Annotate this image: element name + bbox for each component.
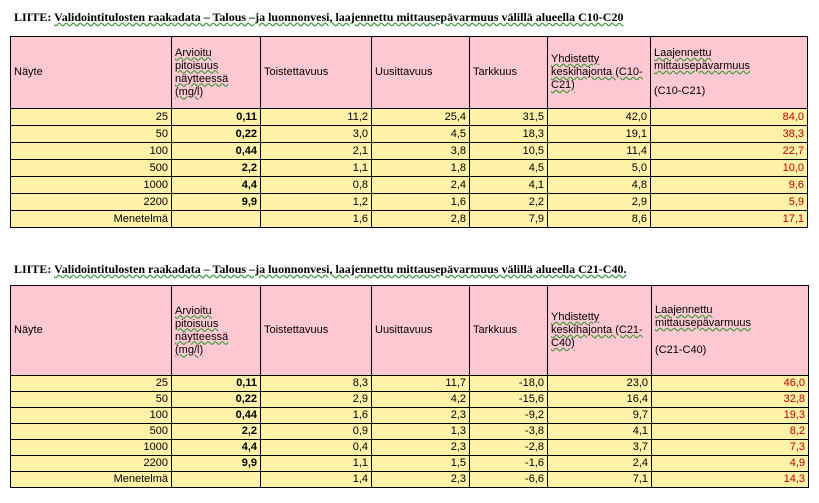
table-row — [11, 408, 809, 424]
cell-accuracy: 2,2 — [470, 194, 548, 211]
table1-header-combined: Yhdistetty keskihajonta (C10-C21) — [548, 37, 651, 109]
table2-header-conc: Arvioitu pitoisuus näytteessä (mg/l) — [172, 286, 261, 376]
table2-title-text: Validointitulosten raakadata – Talous –ja luonnonvesi, laajennettu mittausepävarmuus välillä alueella C21-C40. — [54, 262, 627, 276]
table1-header-expanded-label: Laajennettu mittausepävarmuus — [654, 47, 750, 72]
cell-conc: 0,22 — [172, 126, 261, 143]
table1-header-accuracy: Tarkkuus — [470, 37, 548, 109]
cell-combined: 2,9 — [548, 194, 651, 211]
cell-reprod: 1,8 — [372, 160, 470, 177]
table2-header-sample: Näyte — [11, 286, 172, 376]
cell-conc: 2,2 — [172, 424, 261, 440]
table2-title-prefix: LIITE: — [14, 262, 55, 276]
table1-title — [14, 10, 623, 25]
cell-repeat: 0,9 — [261, 424, 372, 440]
cell-combined: 11,4 — [548, 143, 651, 160]
cell-accuracy: -1,6 — [470, 456, 548, 472]
cell-combined: 8,6 — [548, 211, 651, 228]
table2-header-accuracy: Tarkkuus — [470, 286, 548, 376]
cell-combined: 2,4 — [548, 456, 652, 472]
table1-header-expanded — [651, 37, 808, 109]
cell-accuracy: 4,1 — [470, 177, 548, 194]
cell-sample: 50 — [11, 126, 172, 143]
cell-expanded: 19,3 — [652, 408, 809, 424]
table2-header-row — [11, 286, 809, 376]
table2-header-combined: Yhdistetty keskihajonta (C21-C40) — [548, 286, 652, 376]
cell-repeat: 2,1 — [261, 143, 372, 160]
cell-sample: 1000 — [11, 177, 172, 194]
table-row — [11, 211, 808, 228]
cell-combined: 42,0 — [548, 109, 651, 126]
cell-repeat: 0,4 — [261, 440, 372, 456]
cell-expanded: 14,3 — [652, 472, 809, 488]
cell-accuracy: -3,8 — [470, 424, 548, 440]
cell-expanded: 22,7 — [651, 143, 808, 160]
table2-header-reprod: Uusittavuus — [372, 286, 470, 376]
table2 — [10, 285, 809, 488]
table1-header-expanded-range: (C10-C21) — [654, 85, 706, 97]
table2-header-expanded-range: (C21-C40) — [655, 344, 707, 356]
cell-sample: 25 — [11, 376, 172, 392]
table-row — [11, 440, 809, 456]
table-row — [11, 392, 809, 408]
table-row — [11, 177, 808, 194]
cell-expanded: 38,3 — [651, 126, 808, 143]
table1-body — [11, 109, 808, 228]
table2-header-expanded-label: Laajennettu mittausepävarmuus — [655, 304, 751, 329]
cell-accuracy: -9,2 — [470, 408, 548, 424]
cell-reprod: 1,3 — [372, 424, 470, 440]
cell-sample: 100 — [11, 408, 172, 424]
cell-sample: 2200 — [11, 456, 172, 472]
cell-repeat: 1,1 — [261, 456, 372, 472]
cell-accuracy: -2,8 — [470, 440, 548, 456]
cell-reprod: 4,5 — [372, 126, 470, 143]
table2-header-expanded — [652, 286, 809, 376]
cell-conc: 9,9 — [172, 194, 261, 211]
table-row — [11, 160, 808, 177]
cell-repeat: 1,6 — [261, 408, 372, 424]
cell-reprod: 11,7 — [372, 376, 470, 392]
cell-combined: 7,1 — [548, 472, 652, 488]
cell-combined: 9,7 — [548, 408, 652, 424]
cell-combined: 4,8 — [548, 177, 651, 194]
cell-combined: 4,1 — [548, 424, 652, 440]
cell-conc: 9,9 — [172, 456, 261, 472]
cell-repeat: 1,2 — [261, 194, 372, 211]
cell-expanded: 9,6 — [651, 177, 808, 194]
cell-conc: 2,2 — [172, 160, 261, 177]
cell-sample: 25 — [11, 109, 172, 126]
table-row — [11, 109, 808, 126]
cell-combined: 16,4 — [548, 392, 652, 408]
cell-accuracy: 10,5 — [470, 143, 548, 160]
cell-reprod: 2,3 — [372, 472, 470, 488]
cell-repeat: 2,9 — [261, 392, 372, 408]
cell-combined: 19,1 — [548, 126, 651, 143]
cell-accuracy: -6,6 — [470, 472, 548, 488]
table1-header-conc: Arvioitu pitoisuus näytteessä (mg/l) — [172, 37, 261, 109]
cell-expanded: 84,0 — [651, 109, 808, 126]
cell-accuracy: 31,5 — [470, 109, 548, 126]
cell-reprod: 1,5 — [372, 456, 470, 472]
table-row — [11, 194, 808, 211]
cell-repeat: 3,0 — [261, 126, 372, 143]
cell-sample: 500 — [11, 160, 172, 177]
cell-accuracy: -15,6 — [470, 392, 548, 408]
cell-combined: 23,0 — [548, 376, 652, 392]
cell-reprod: 3,8 — [372, 143, 470, 160]
table-row — [11, 456, 809, 472]
cell-expanded: 32,8 — [652, 392, 809, 408]
table-row — [11, 376, 809, 392]
table1-header-repeat: Toistettavuus — [261, 37, 372, 109]
cell-conc: 4,4 — [172, 440, 261, 456]
cell-repeat: 8,3 — [261, 376, 372, 392]
cell-repeat: 1,4 — [261, 472, 372, 488]
cell-conc — [172, 472, 261, 488]
table2-title — [14, 262, 626, 277]
cell-expanded: 17,1 — [651, 211, 808, 228]
cell-expanded: 4,9 — [652, 456, 809, 472]
cell-sample: 2200 — [11, 194, 172, 211]
table1 — [10, 36, 808, 228]
cell-sample: Menetelmä — [11, 211, 172, 228]
cell-conc: 0,44 — [172, 143, 261, 160]
cell-sample: 500 — [11, 424, 172, 440]
cell-combined: 5,0 — [548, 160, 651, 177]
cell-reprod: 1,6 — [372, 194, 470, 211]
cell-accuracy: -18,0 — [470, 376, 548, 392]
cell-conc: 0,11 — [172, 109, 261, 126]
cell-reprod: 25,4 — [372, 109, 470, 126]
cell-reprod: 2,8 — [372, 211, 470, 228]
table-row — [11, 472, 809, 488]
cell-conc: 0,44 — [172, 408, 261, 424]
cell-conc: 0,11 — [172, 376, 261, 392]
table2-body — [11, 376, 809, 488]
cell-expanded: 7,3 — [652, 440, 809, 456]
table1-title-text: Validointitulosten raakadata – Talous –ja luonnonvesi, laajennettu mittausepävarmuus välillä alueella C10-C20 — [54, 10, 624, 24]
cell-repeat: 1,1 — [261, 160, 372, 177]
cell-combined: 3,7 — [548, 440, 652, 456]
cell-accuracy: 18,3 — [470, 126, 548, 143]
cell-accuracy: 7,9 — [470, 211, 548, 228]
cell-reprod: 2,3 — [372, 440, 470, 456]
table1-header-row — [11, 37, 808, 109]
cell-expanded: 10,0 — [651, 160, 808, 177]
cell-reprod: 2,3 — [372, 408, 470, 424]
table-row — [11, 126, 808, 143]
table-row — [11, 424, 809, 440]
table1-header-reprod: Uusittavuus — [372, 37, 470, 109]
table1-header-sample: Näyte — [11, 37, 172, 109]
table1-title-prefix: LIITE: — [14, 10, 55, 24]
cell-reprod: 4,2 — [372, 392, 470, 408]
cell-expanded: 5,9 — [651, 194, 808, 211]
cell-repeat: 1,6 — [261, 211, 372, 228]
cell-expanded: 46,0 — [652, 376, 809, 392]
cell-accuracy: 4,5 — [470, 160, 548, 177]
cell-sample: Menetelmä — [11, 472, 172, 488]
cell-conc — [172, 211, 261, 228]
cell-conc: 0,22 — [172, 392, 261, 408]
cell-expanded: 8,2 — [652, 424, 809, 440]
table-row — [11, 143, 808, 160]
cell-sample: 1000 — [11, 440, 172, 456]
cell-conc: 4,4 — [172, 177, 261, 194]
cell-sample: 100 — [11, 143, 172, 160]
cell-repeat: 11,2 — [261, 109, 372, 126]
cell-sample: 50 — [11, 392, 172, 408]
cell-repeat: 0,8 — [261, 177, 372, 194]
cell-reprod: 2,4 — [372, 177, 470, 194]
table2-header-repeat: Toistettavuus — [261, 286, 372, 376]
